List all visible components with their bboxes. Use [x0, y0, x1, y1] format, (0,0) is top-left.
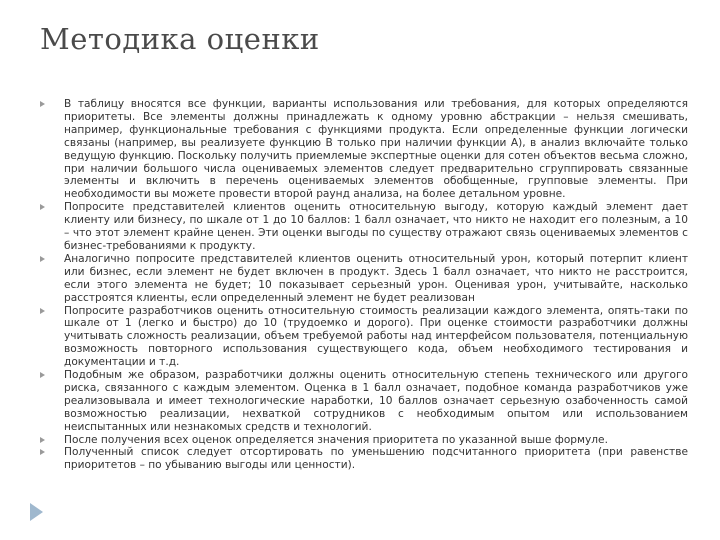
bullet-text: Аналогично попросите представителей клиентов оценить относительный урон, который потерпит клиент или бизнес, если элемент не будет включен в продукт. Здесь 1 балл означает, что никто не расстроится, если этого элемента не будет; 10 показывает серьезный урон. Оценивая урон, учитывайте, насколько расстроятся клиенты, если определенный элемент не будет реализован [64, 252, 688, 304]
triangle-bullet-icon [40, 437, 45, 443]
triangle-bullet-icon [40, 449, 45, 455]
triangle-bullet-icon [40, 308, 45, 314]
slide-title: Методика оценки [40, 22, 320, 56]
bullet-item [38, 446, 688, 472]
bullet-text: После получения всех оценок определяется значения приоритета по указанной выше формуле. [64, 433, 608, 446]
corner-arrow-icon [30, 503, 43, 521]
triangle-bullet-icon [40, 256, 45, 262]
bullet-text: В таблицу вносятся все функции, варианты использования или требования, для которых определяются приоритеты. Все элементы должны принадлежать к одному уровню абстракции – нельзя смешивать, например, функциональные требования с функциями продукта. Если определенные функции логически связаны (например, вы реализуете функцию В только при наличии функции А), в анализ включайте только ведущую функцию. Поскольку получить приемлемые экспертные оценки для сотен объектов весьма сложно, при наличии большого числа оцениваемых элементов следует предварительно сгруппировать связанные элементы и включить в перечень оцениваемых элементов обобщенные, групповые элементы. При необходимости вы можете провести второй раунд анализа, на более детальном уровне. [64, 98, 688, 201]
triangle-bullet-icon [40, 101, 45, 107]
triangle-bullet-icon [40, 372, 45, 378]
bullet-text: Попросите разработчиков оценить относительную стоимость реализации каждого элемента, опять-таки по шкале от 1 (легко и быстро) до 10 (трудоемко и дорого). При оценке стоимости разработчики должны учитывать сложность реализации, объем требуемой работы над интерфейсом пользователя, потенциальную возможность повторного использования существующего кода, объем необходимого тестирования и документации и т.д. [64, 304, 688, 369]
bullet-text: Подобным же образом, разработчики должны оценить относительную степень технического или другого риска, связанного с каждым элементом. Оценка в 1 балл означает, подобное команда разработчиков уже реализовывала и имеет технологические наработки, 10 баллов означает серьезную озабоченность самой возможностью реализации, нехваткой сотрудников с необходимым опытом или использованием неиспытанных или незнакомых средств и технологий. [64, 369, 688, 433]
bullet-text: Полученный список следует отсортировать по уменьшению подсчитанного приоритета (при равенстве приоритетов – по убыванию выгоды или ценности). [64, 446, 688, 472]
bullet-list [38, 98, 688, 472]
triangle-bullet-icon [40, 204, 45, 210]
bullet-item [38, 98, 688, 201]
bullet-item [38, 253, 688, 305]
bullet-item [38, 305, 688, 370]
bullet-item [38, 201, 688, 253]
bullet-item [38, 434, 688, 447]
bullet-item [38, 369, 688, 434]
bullet-text: Попросите представителей клиентов оценить относительную выгоду, которую каждый элемент дает клиенту или бизнесу, по шкале от 1 до 10 баллов: 1 балл означает, что никто не находит его полезным, а 10 – что этот элемент крайне ценен. Эти оценки выгоды по существу отражают связь оцениваемых элементов с бизнес-требованиями к продукту. [64, 201, 688, 252]
